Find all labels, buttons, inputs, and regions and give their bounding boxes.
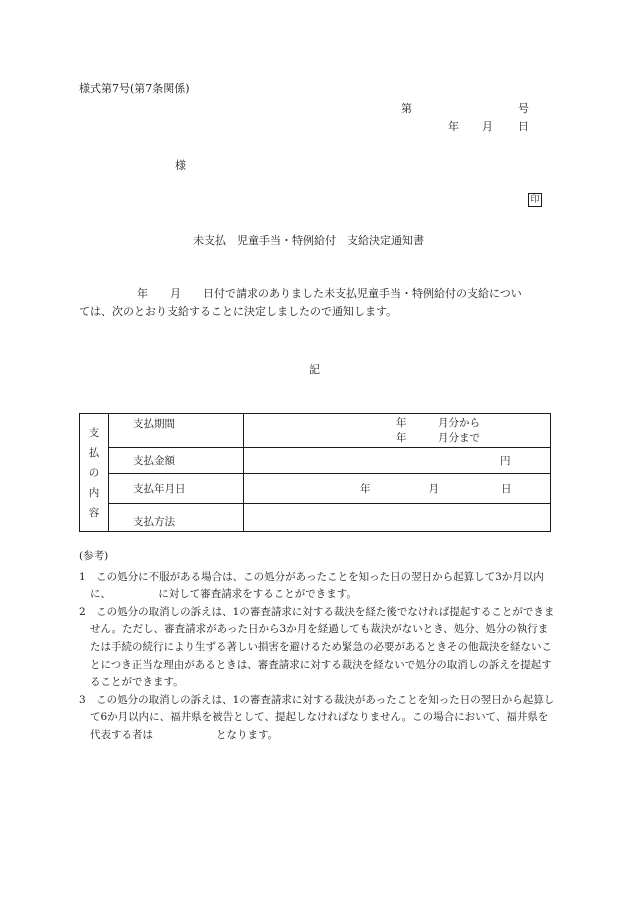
period-from: 年 月分から: [396, 417, 480, 429]
vertical-char: の: [88, 466, 100, 479]
vertical-char: 内: [88, 486, 100, 499]
notice-body-line1: 年 月 日付で請求のありました未支払児童手当・特例給付の支給につい: [137, 287, 522, 300]
payment-date-value: [244, 474, 551, 504]
ki-heading: 記: [309, 363, 320, 376]
vertical-char: 払: [88, 446, 100, 459]
payment-date-year: 年: [360, 483, 371, 495]
doc-number-suffix: 号: [518, 102, 529, 115]
payment-date-month: 月: [428, 483, 439, 495]
method-label: 支払方法: [109, 504, 244, 532]
issue-date-day: 日: [518, 120, 529, 133]
vertical-char: 容: [88, 506, 100, 519]
method-value: [244, 504, 551, 532]
vertical-char: 支: [88, 426, 100, 439]
payment-table: [79, 413, 551, 532]
seal-mark: 印: [528, 193, 542, 207]
amount-unit: 円: [500, 455, 511, 467]
reference-notes: [79, 548, 555, 745]
doc-number-prefix: 第: [401, 102, 412, 115]
form-number: 様式第7号(第7条関係): [79, 82, 190, 95]
note-item-2: 2 この処分の取消しの訴えは、1の審査請求に対する裁決を経た後でなければ提起することができません。ただし、審査請求があった日から3か月を経過しても裁決がないとき、処分、処分の執行または手続の続行により生ずる著しい損害を避けるため緊急の必要があるときその他裁決を経ないことにつき正当な理由があるときは、審査請求に対する裁決を経ないで処分の取消しの訴えを提起することができます。: [79, 605, 555, 689]
period-value: [244, 414, 551, 448]
notes-heading: (参考): [79, 550, 109, 562]
amount-value: [244, 448, 551, 474]
payment-contents-header: [80, 414, 109, 532]
note-item-3: 3 この処分の取消しの訴えは、1の審査請求に対する裁決があったことを知った日の翌日から起算して6か月以内に、福井県を被告として、提起しなければなりません。この場合において、福井県を代表する者は となります。: [79, 693, 555, 741]
payment-date-day: 日: [501, 483, 512, 495]
note-item-1: 1 この処分に不服がある場合は、この処分があったことを知った日の翌日から起算して3か月以内に、 に対して審査請求をすることができます。: [79, 570, 544, 601]
addressee-suffix: 様: [175, 159, 186, 172]
payment-date-label: 支払年月日: [109, 474, 244, 504]
notice-body: [79, 285, 555, 321]
period-to: 年 月分まで: [396, 432, 480, 444]
amount-label: 支払金額: [109, 448, 244, 474]
document-title: 未支払 児童手当・特例給付 支給決定通知書: [193, 234, 424, 247]
notice-body-line2: ては、次のとおり支給することに決定しましたので通知します。: [79, 305, 398, 318]
period-label: 支払期間: [109, 414, 244, 448]
issue-date-month: 月: [482, 120, 493, 133]
issue-date-year: 年: [448, 120, 459, 133]
